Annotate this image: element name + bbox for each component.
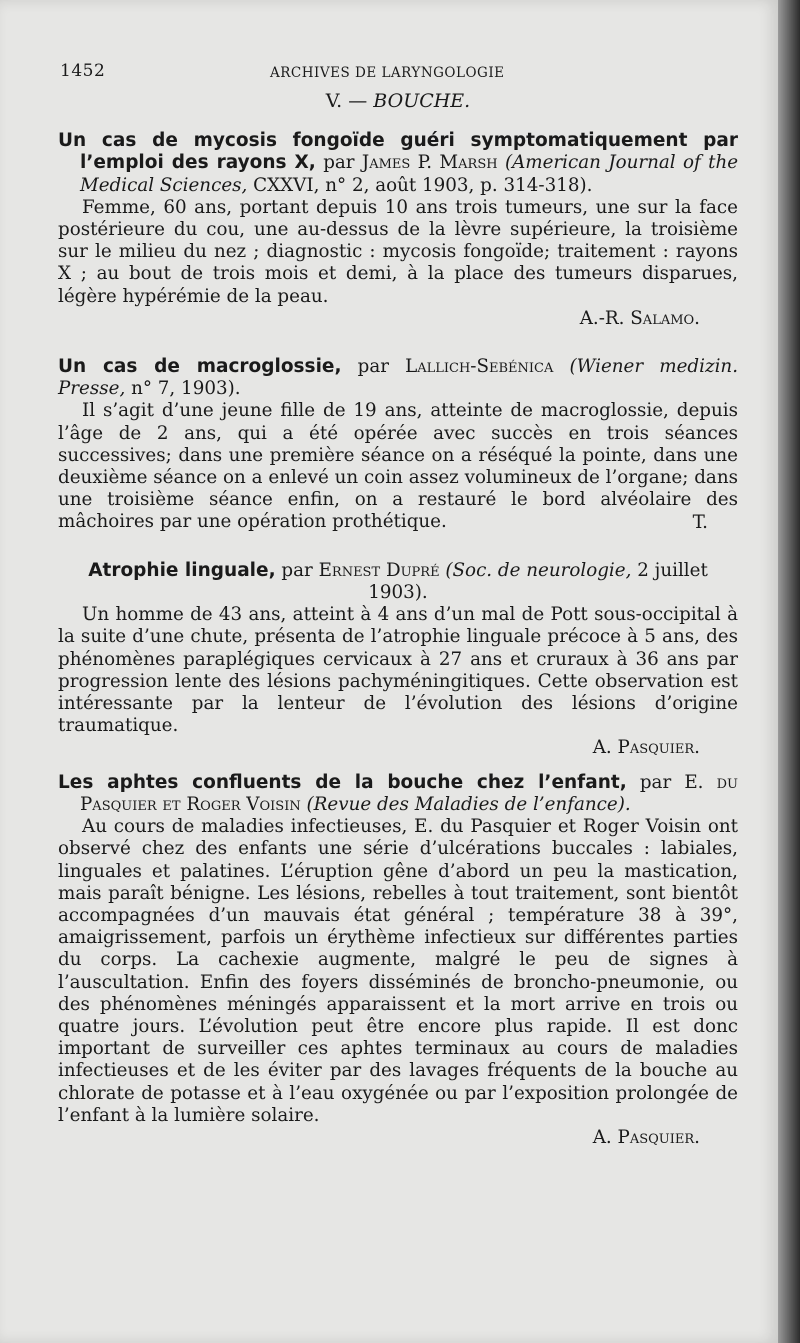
journal-title: ARCHIVES DE LARYNGOLOGIE	[270, 65, 505, 81]
article-by: par	[281, 559, 313, 581]
article-citation: CXXVI, n° 2, août 1903, p. 314-318).	[253, 174, 593, 196]
article-citation: 2 juillet 1903).	[368, 559, 708, 604]
running-head	[58, 56, 738, 86]
article-signature: A.-R. Salamo.	[579, 307, 700, 329]
article-title: Un cas de mycosis fongoïde guéri symptomatiquement par l’emploi des rayons X,	[58, 130, 738, 174]
page-text	[58, 56, 738, 1149]
article-source: (Wiener medizin. Presse,	[58, 356, 739, 400]
article-author: Ernest Dupré	[318, 559, 440, 581]
section-heading	[58, 90, 738, 112]
article-title: Un cas de macroglossie,	[58, 356, 342, 378]
article-by: par	[323, 152, 355, 174]
article-body: Un homme de 43 ans, atteint à 4 ans d’un mal de Pott sous-occipital à la suite d’une chute, présenta de l’atrophie linguale précoce à 5 ans, des phénomènes paraplégiques cervicaux à 27 ans et cruraux à 36 ans par progression lente des lésions pachyméningitiques. Cette observation est intéressante par la lenteur de l’évolution des lésions d’origine traumatique.	[58, 604, 738, 737]
article-by: par	[639, 771, 672, 793]
article-source: (Revue des Maladies de l’enfance).	[306, 793, 631, 815]
article-body: Femme, 60 ans, portant depuis 10 ans trois tumeurs, une sur la face postérieure du cou, une au-dessus de la lèvre supérieure, la troisième sur le milieu du nez ; diagnostic : mycosis fongoïde; traitement : rayons X ; au bout de trois mois et demi, à la place des tumeurs disparues, légère hypérémie de la peau.	[58, 196, 738, 307]
article-citation: n° 7, 1903).	[131, 378, 241, 400]
section-title: BOUCHE.	[373, 90, 471, 112]
page-edge-shadow	[778, 0, 800, 1343]
article-title: Les aphtes confluents de la bouche chez l’enfant,	[58, 771, 627, 793]
article-heading	[58, 356, 738, 400]
article-signature: A. Pasquier.	[592, 1126, 700, 1148]
article-title: Atrophie linguale,	[88, 559, 276, 581]
page-number: 1452	[60, 61, 106, 81]
article-author: Lallich-Sebénica	[405, 356, 554, 378]
article-heading	[58, 560, 738, 604]
article-source: (American Journal of the Medical Sciences,	[80, 152, 739, 196]
article-signature: T.	[692, 511, 708, 533]
article-signature: A. Pasquier.	[592, 737, 700, 759]
article-body: Au cours de maladies infectieuses, E. du Pasquier et Roger Voisin ont observé chez des enfants une série d’ulcérations buccales : labiales, linguales et palatines. L’éruption gêne d’abord un peu la mastication, mais paraît bénigne. Les lésions, rebelles à tout traitement, sont bientôt accompagnées d’un mauvais état général ; température 38 à 39°, amaigrissement, parfois un érythème infectieux sur différentes parties du corps. La cachexie augmente, malgré le peu de signes à l’auscultation. Enfin des foyers disséminés de broncho-pneumonie, ou des phénomènes méningés apparaissent et la mort arrive en trois ou quatre jours. L’évolution peut être encore plus rapide. Il est donc important de surveiller ces aphtes terminaux au cours de maladies infectieuses et de les éviter par des lavages fréquents de la bouche au chlorate de potasse et à l’eau oxygénée ou par l’exposition prolongée de l’enfant à la lumière solaire.	[58, 816, 738, 1126]
article-author: James P. Marsh	[361, 152, 498, 174]
article-body: Il s’agit d’une jeune fille de 19 ans, atteinte de macroglossie, depuis l’âge de 2 ans, qui a été opérée avec succès en trois séances successives; dans une première séance on a réséqué la pointe, dans une deuxième séance on a enlevé un coin assez volumineux de l’organe; dans une troisième séance enfin, on a restauré le bord alvéolaire des mâchoires par une opération prothétique.	[58, 400, 738, 533]
article-by: par	[357, 356, 389, 378]
article-heading	[58, 130, 738, 197]
article-source: (Soc. de neurologie,	[445, 559, 632, 581]
section-number: V. —	[325, 90, 368, 112]
article-author: E. du Pasquier et Roger Voisin	[80, 771, 738, 815]
article-heading	[58, 772, 738, 816]
